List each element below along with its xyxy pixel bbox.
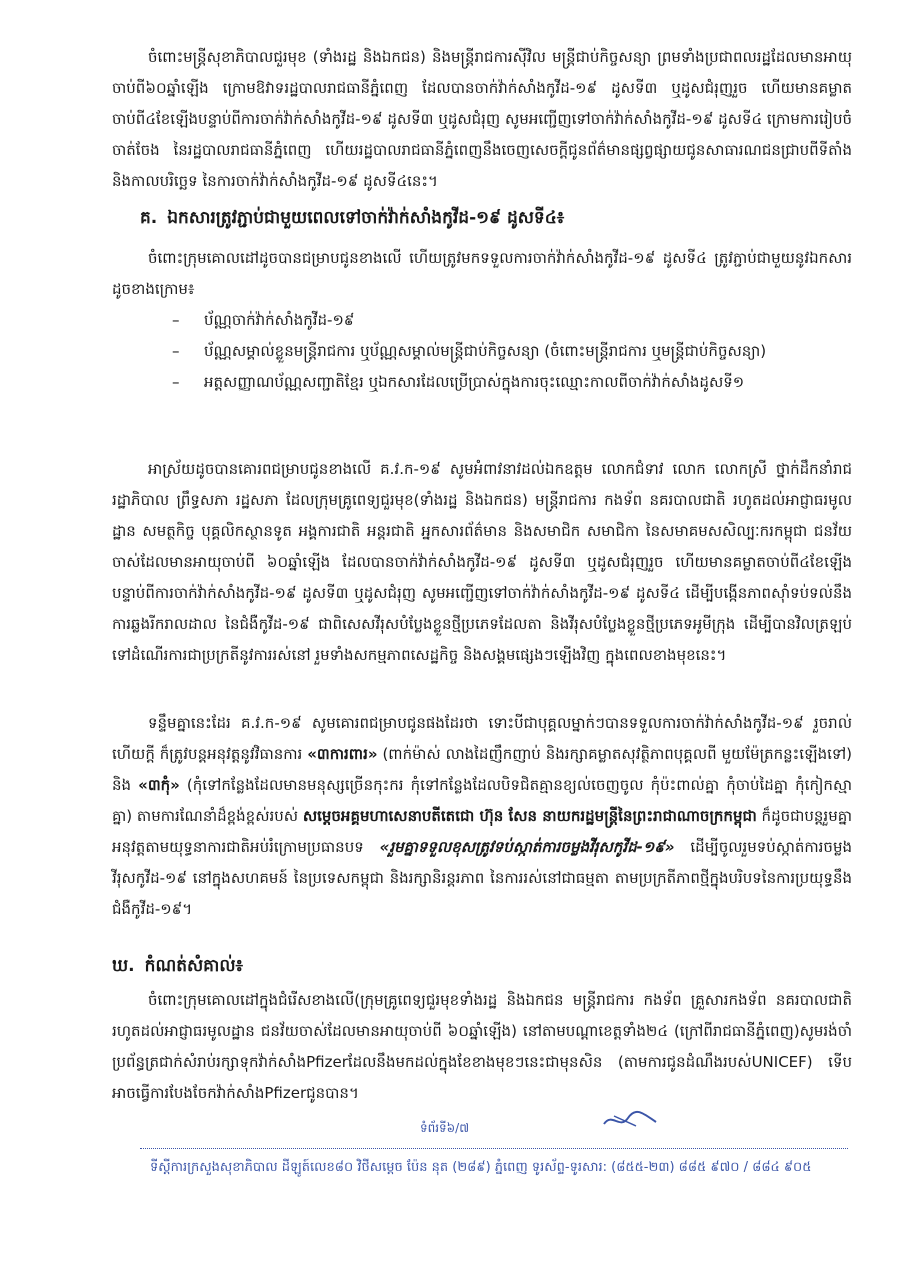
footer-divider [140,1148,848,1149]
section-heading-documents [140,202,564,234]
list-item: – ប័ណ្ណសម្គាល់ខ្លួនមន្ត្រីរាជការ ឬប័ណ្ណសម្គាល់មន្ត្រីជាប់កិច្ចសន្យា (ចំពោះមន្ត្រីរាជការ ឬមន្ត្រីជាប់កិច្ចសន្យា) [172,336,852,367]
section-number: ឃ. [112,956,135,976]
leader-name: សម្តេចអគ្គមហាសេនាបតីតេជោ ហ៊ុន សែន នាយករដ្ឋមន្ត្រីនៃព្រះរាជាណាចក្រកម្ពុជា [302,807,757,825]
three-donts: «៣កុំ» [138,776,180,794]
footer-address: ទីស្តីការក្រសួងសុខាភិបាល ដីឡូត៍លេខ៨០ វិថីសម្តេច ប៉ែន នុត (២៨៩) ភ្នំពេញ ទូរស័ព្ទ-ទូរសារ: (៨៥៥-២៣) ៨៨៥ ៩៧០ / ៨៨៤ ៩០៥ [150,1160,812,1175]
paragraph-appeal: អាស្រ័យដូចបានគោរពជម្រាបជូនខាងលើ គ.វ.ក-១៩ សូមអំពាវនាវដល់ឯកឧត្តម លោកជំទាវ លោក លោកស្រី ថ្នាក់ដឹកនាំរាជរដ្ឋាភិបាល ព្រឹទ្ធសភា រដ្ឋសភា ដែលក្រុមគ្រូពេទ្យជួរមុខ(ទាំងរដ្ឋ និងឯកជន) មន្ត្រីរាជការ កងទ័ព នគរបាលជាតិ រហូតដល់អាជ្ញាធរមូលដ្ឋាន សមត្ថកិច្ច បុគ្គលិកស្ថានទូត អង្គការជាតិ អន្តរជាតិ អ្នកសារព័ត៌មាន និងសមាជិក សមាជិកា នៃសមាគមសសិល្បៈករកម្ពុជា ជនវ័យចាស់ដែលមានអាយុចាប់ពី ៦០ឆ្នាំឡើង ដែលបានចាក់វ៉ាក់សាំងកូវីដ-១៩ ដូសទី៣ ឬដូសជំរុញរួច ហើយមានគម្លាតចាប់ពី៤ខែឡើង បន្ទាប់ពីការចាក់វ៉ាក់សាំងកូវីដ-១៩ ដូសទី៣ ឬដូសជំរុញ សូមអញ្ជើញទៅចាក់វ៉ាក់សាំងកូវីដ-១៩ ដូសទី៤ ដើម្បីបង្កើនភាពស៊ាំទប់ទល់នឹងការឆ្លងរីករាលដាល នៃជំងឺកូវីដ-១៩ ជាពិសេសវីរុសបំប្លែងខ្លួនថ្មីប្រភេទដែលតា និងវីរុសបំប្លែងខ្លួនថ្មីប្រភេទអូមីក្រុង ដើម្បីបានវិលត្រឡប់ទៅដំណើរការជាប្រក្រតីនូវការរស់នៅ រួមទាំងសកម្មភាពសេដ្ឋកិច្ច និងសង្គមផ្សេងៗឡើងវិញ ក្នុងពេលខាងមុខនេះ។ [112,460,852,664]
signature-icon [600,1108,660,1132]
paragraph-eligibility: ចំពោះមន្ត្រីសុខាភិបាលជួរមុខ (ទាំងរដ្ឋ និងឯកជន) និងមន្ត្រីរាជការស៊ីវិល មន្ត្រីជាប់កិច្ចសន្យា ព្រមទាំងប្រជាពលរដ្ឋដែលមានអាយុចាប់ពី៦០ឆ្នាំឡើង ក្រោមឱវាទរដ្ឋបាលរាជធានីភ្នំពេញ ដែលបានចាក់វ៉ាក់សាំងកូវីដ-១៩ ដូសទី៣ ឬដូសជំរុញរួច ហើយមានគម្លាត ចាប់ពី៤ខែឡើងបន្ទាប់ពីការចាក់វ៉ាក់សាំងកូវីដ-១៩ ដូសទី៣ ឬដូសជំរុញ សូមអញ្ជើញទៅចាក់វ៉ាក់សាំងកូវីដ-១៩ ដូសទី៤ ក្រោមការរៀបចំចាត់ចែង នៃរដ្ឋបាលរាជធានីភ្នំពេញ ហើយរដ្ឋបាលរាជធានីភ្នំពេញនឹងចេញសេចក្តីជូនព័ត៌មានផ្សព្វផ្សាយជូនសាធារណជនជ្រាបពីទីតាំង និងកាលបរិច្ឆេទ នៃការចាក់វ៉ាក់សាំងកូវីដ-១៩ ដូសទី៤នេះ។ [112,48,852,190]
section-title: ឯកសារត្រូវភ្ជាប់ជាមួយពេលទៅចាក់វ៉ាក់សាំងកូវីដ-១៩ ដូសទី៤៖ [167,208,565,228]
documents-list [172,305,852,398]
campaign-title: «រួមគ្នាទទួលខុសត្រូវទប់ស្កាត់ការចម្លងវីរុសកូវីដ-១៩» [379,838,675,856]
paragraph-prevention: ទន្ទឹមគ្នានេះដែរ គ.វ.ក-១៩ សូមគោរពជម្រាបជូនផងដែរថា ទោះបីជាបុគ្គលម្នាក់ៗបានទទួលការចាក់វ៉ាក់សាំងកូវីដ-១៩ រួចរាល់ហើយក្តី ក៏ត្រូវបន្តអនុវត្តនូវវិធានការ «៣ការពារ» (ពាក់ម៉ាស់ លាងដៃញឹកញាប់ និងរក្សាគម្លាតសុវត្ថិភាពបុគ្គលពី មួយម៉ែត្រកន្លះឡើងទៅ) និង «៣កុំ» (កុំទៅកន្លែងដែលមានមនុស្សច្រើនកុះករ កុំទៅកន្លែងដែលបិទជិតគ្មានខ្យល់ចេញចូល កុំប៉ះពាល់គ្នា កុំចាប់ដៃគ្នា កុំកៀកស្មាគ្នា) តាមការណែនាំដ៏ខ្ពង់ខ្ពស់របស់ សម្តេចអគ្គមហាសេនាបតីតេជោ ហ៊ុន សែន នាយករដ្ឋមន្ត្រីនៃព្រះរាជាណាចក្រកម្ពុជា ក៏ដូចជាបន្តរួមគ្នាអនុវត្តតាមយុទ្ធនាការជាតិអប់រំក្រោមប្រធានបទ «រួមគ្នាទទួលខុសត្រូវទប់ស្កាត់ការចម្លងវីរុសកូវីដ-១៩» ដើម្បីចូលរួមទប់ស្កាត់ការចម្លងវីរុសកូវីដ-១៩ នៅក្នុងសហគមន៍ នៃប្រទេសកម្ពុជា និងរក្សានិរន្តរភាព នៃការរស់នៅជាធម្មតា តាមប្រក្រតីភាពថ្មីក្នុងបរិបទនៃការប្រយុទ្ធនឹងជំងឺកូវីដ-១៩។ [112,714,853,918]
list-item: – ប័ណ្ណចាក់វ៉ាក់សាំងកូវីដ-១៩ [172,305,852,336]
section-title: កំណត់សំគាល់៖ [144,956,244,976]
page-number: ទំព័រទី៦/៧ [420,1121,470,1135]
section-heading-note [112,950,243,982]
list-item: – អត្តសញ្ញាណប័ណ្ណសញ្ជាតិខ្មែរ ឬឯកសារដែលប្រើប្រាស់ក្នុងការចុះឈ្មោះកាលពីចាក់វ៉ាក់សាំងដូសទី១ [172,367,852,398]
three-protections: «៣ការពារ» [307,745,378,763]
section-number: គ. [140,208,158,228]
paragraph-documents-intro: ចំពោះក្រុមគោលដៅដូចបានជម្រាបជូនខាងលើ ហើយត្រូវមកទទួលការចាក់វ៉ាក់សាំងកូវីដ-១៩ ដូសទី៤ ត្រូវភ្ជាប់ជាមួយនូវឯកសារដូចខាងក្រោម៖ [112,249,852,298]
paragraph-note: ចំពោះក្រុមគោលដៅក្នុងជំរើសខាងលើ(ក្រុមគ្រូពេទ្យជួរមុខទាំងរដ្ឋ និងឯកជន មន្ត្រីរាជការ កងទ័ព គ្រួសារកងទ័ព នគរបាលជាតិ រហូតដល់អាជ្ញាធរមូលដ្ឋាន ជនវ័យចាស់ដែលមានអាយុចាប់ពី ៦០ឆ្នាំឡើង) នៅតាមបណ្តាខេត្តទាំង២៤ (ក្រៅពីរាជធានីភ្នំពេញ)សូមរង់ចាំប្រព័ន្ធត្រជាក់សំរាប់រក្សាទុកវ៉ាក់សាំងPfizerដែលនឹងមកដល់ក្នុងខែខាងមុខៗនេះជាមុនសិន (តាមការជូនដំណឹងរបស់UNICEF) ទើបអាចធ្វើការបែងចែកវ៉ាក់សាំងPfizerជូនបាន។ [112,991,852,1102]
